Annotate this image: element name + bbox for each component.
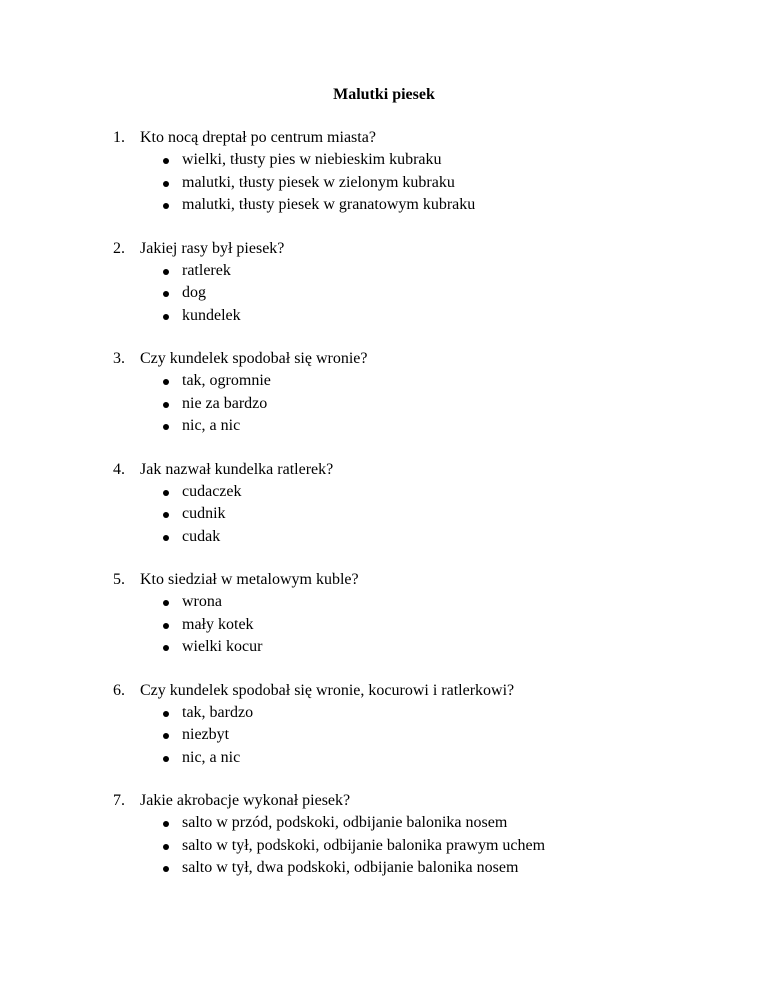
answer-option <box>163 724 728 747</box>
question-number: 5. <box>113 571 125 588</box>
document-title: Malutki piesek <box>333 86 435 103</box>
answer-list <box>113 702 728 770</box>
question-text: Jak nazwał kundelka ratlerek? <box>140 460 334 478</box>
question-text: Jakie akrobacje wykonał piesek? <box>140 792 351 809</box>
answer-list <box>113 370 728 438</box>
answer-text: cudaczek <box>182 482 242 500</box>
answer-text: wielki kocur <box>182 638 263 655</box>
bullet-icon <box>163 821 169 827</box>
answer-text: kundelek <box>182 306 241 324</box>
question-number: 4. <box>113 460 125 478</box>
bullet-icon <box>163 490 169 496</box>
question-line <box>113 680 728 702</box>
bullet-icon <box>163 379 169 385</box>
answer-option <box>163 260 728 283</box>
question-item <box>113 238 728 328</box>
answer-option <box>163 282 728 305</box>
bullet-icon <box>163 269 169 275</box>
answer-option <box>163 747 728 770</box>
answer-option <box>163 857 728 880</box>
answer-text: salto w tył, podskoki, odbijanie balonika prawym uchem <box>182 836 546 854</box>
answer-text: dog <box>182 284 206 301</box>
bullet-icon <box>163 181 169 187</box>
bullet-icon <box>163 866 169 872</box>
answer-text: nic, a nic <box>182 417 241 434</box>
bullet-icon <box>163 158 169 164</box>
question-line <box>113 127 728 149</box>
answer-option <box>163 503 728 526</box>
bullet-icon <box>163 623 169 629</box>
answer-option <box>163 393 728 416</box>
answer-text: tak, ogromnie <box>182 372 271 389</box>
question-number: 1. <box>113 129 125 146</box>
answer-option <box>163 614 728 637</box>
bullet-icon <box>163 203 169 209</box>
bullet-icon <box>163 512 169 518</box>
bullet-icon <box>163 756 169 762</box>
answer-option <box>163 172 728 195</box>
question-item <box>113 680 728 770</box>
question-line <box>113 790 728 812</box>
question-line <box>113 348 728 370</box>
answer-option <box>163 305 728 328</box>
answer-text: cudnik <box>182 505 226 522</box>
answer-text: niezbyt <box>182 726 230 743</box>
answer-list <box>113 812 728 880</box>
bullet-icon <box>163 314 169 320</box>
answer-text: tak, bardzo <box>182 703 254 721</box>
answer-text: malutki, tłusty piesek w granatowym kubraku <box>182 196 476 213</box>
answer-option <box>163 812 728 835</box>
question-item <box>113 569 728 659</box>
answer-text: nie za bardzo <box>182 394 268 412</box>
answer-option <box>163 415 728 438</box>
question-number: 2. <box>113 239 125 257</box>
question-text: Kto siedział w metalowym kuble? <box>140 571 359 588</box>
question-text: Kto nocą dreptał po centrum miasta? <box>140 129 376 146</box>
answer-text: cudak <box>182 527 221 545</box>
answer-option <box>163 526 728 549</box>
question-line <box>113 569 728 591</box>
question-number: 3. <box>113 350 125 367</box>
question-text: Czy kundelek spodobał się wronie, kocurowi i ratlerkowi? <box>140 681 515 699</box>
bullet-icon <box>163 291 169 297</box>
answer-text: ratlerek <box>182 261 231 279</box>
answer-option <box>163 702 728 725</box>
question-item <box>113 127 728 217</box>
answer-option <box>163 149 728 172</box>
answer-text: wrona <box>182 593 222 610</box>
bullet-icon <box>163 600 169 606</box>
answer-option <box>163 591 728 614</box>
question-line <box>113 238 728 260</box>
question-number: 6. <box>113 681 125 699</box>
question-item <box>113 790 728 880</box>
answer-list <box>113 591 728 659</box>
bullet-icon <box>163 711 169 717</box>
question-line <box>113 459 728 481</box>
answer-text: salto w tył, dwa podskoki, odbijanie balonika nosem <box>182 859 519 876</box>
answer-option <box>163 370 728 393</box>
bullet-icon <box>163 402 169 408</box>
answer-list <box>113 260 728 328</box>
bullet-icon <box>163 733 169 739</box>
question-number: 7. <box>113 792 125 809</box>
bullet-icon <box>163 424 169 430</box>
answer-text: nic, a nic <box>182 748 241 766</box>
answer-option <box>163 481 728 504</box>
question-text: Czy kundelek spodobał się wronie? <box>140 350 368 367</box>
question-item <box>113 348 728 438</box>
answer-option <box>163 194 728 217</box>
answer-option <box>163 835 728 858</box>
answer-list <box>113 149 728 217</box>
question-text: Jakiej rasy był piesek? <box>140 239 285 257</box>
answer-text: mały kotek <box>182 615 254 633</box>
bullet-icon <box>163 645 169 651</box>
answer-text: malutki, tłusty piesek w zielonym kubraku <box>182 173 455 191</box>
answer-list <box>113 481 728 549</box>
bullet-icon <box>163 535 169 541</box>
question-list <box>113 127 728 901</box>
answer-option <box>163 636 728 659</box>
bullet-icon <box>163 844 169 850</box>
question-item <box>113 459 728 549</box>
answer-text: wielki, tłusty pies w niebieskim kubraku <box>182 151 442 168</box>
answer-text: salto w przód, podskoki, odbijanie balonika nosem <box>182 814 508 831</box>
